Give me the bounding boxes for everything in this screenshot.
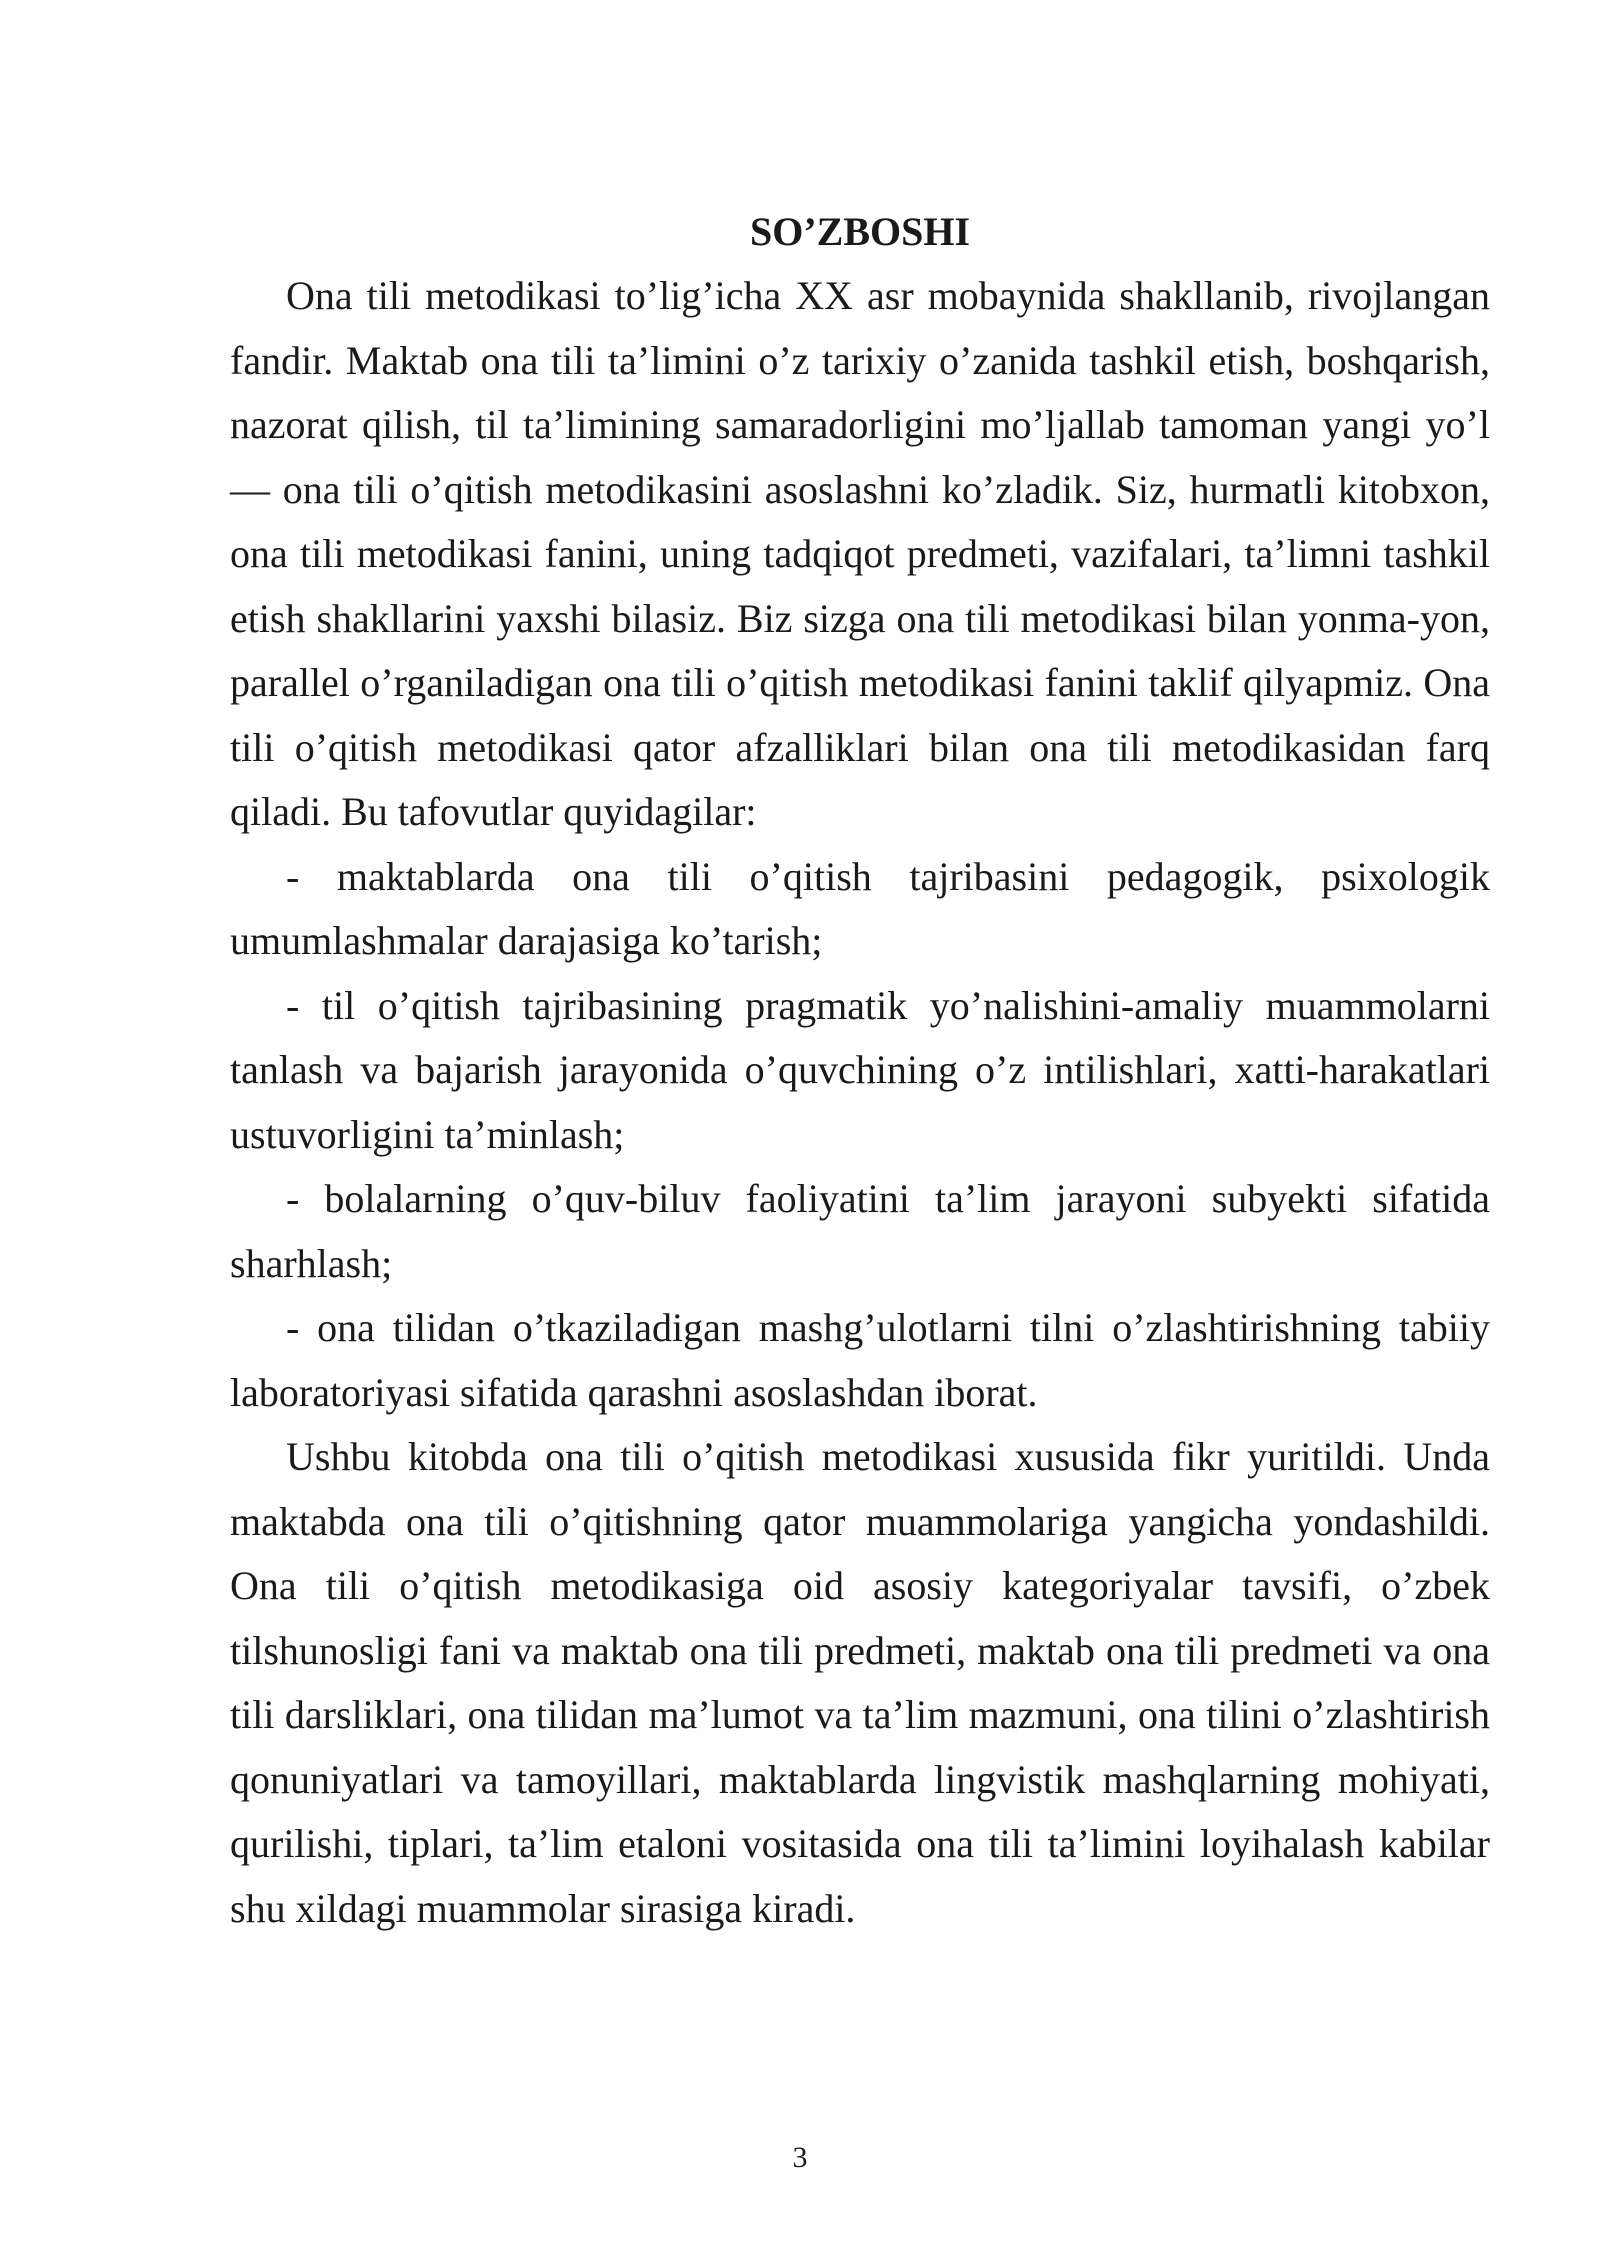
page-title: SO’ZBOSHI <box>749 209 971 254</box>
page-body <box>230 200 1490 1941</box>
paragraph-summary: Ushbu kitobda ona tili o’qitish metodikasi xususida fikr yuritildi. Unda maktabda ona tili o’qitishning qator muammolariga yangicha yondashildi. Ona tili o’qitish metodikasiga oid asosiy kategoriyalar tavsifi, o’zbek tilshunosligi fani va maktab ona tili predmeti, maktab ona tili predmeti va ona tili darsliklari, ona tilidan ma’lumot va ta’lim mazmuni, ona tilini o’zlashtirish qonuniyatlari va tamoyillari, maktablarda lingvistik mashqlarning mohiyati, qurilishi, tiplari, ta’lim etaloni vositasida ona tili ta’limini loyihalash kabilar shu xildagi muammolar sirasiga kiradi. <box>230 1434 1490 1931</box>
list-item-1: - maktablarda ona tili o’qitish tajribasini pedagogik, psixologik umumlashmalar darajasiga ko’tarish; <box>230 853 1490 963</box>
paragraph-intro: Ona tili metodikasi to’lig’icha XX asr mobaynida shakllanib, rivojlangan fandir. Maktab ona tili ta’limini o’z tarixiy o’zanida tashkil etish, boshqarish, nazorat qilish, til ta’limining samaradorligini mo’ljallab tamoman yangi yo’l — ona tili o’qitish metodikasini asoslashni ko’zladik. Siz, hurmatli kitobxon, ona tili metodikasi fanini, uning tadqiqot predmeti, vazifalari, ta’limni tashkil etish shakllarini yaxshi bilasiz. Biz sizga ona tili metodikasi bilan yonma-yon, parallel o’rganiladigan ona tili o’qitish metodikasi fanini taklif qilyapmiz. Ona tili o’qitish metodikasi qator afzalliklari bilan ona tili metodikasidan farq qiladi. Bu tafovutlar quyidagilar: <box>230 273 1490 834</box>
list-item-2: - til o’qitish tajribasining pragmatik yo’nalishini-amaliy muammolarni tanlash va bajarish jarayonida o’quvchining o’z intilishlari, xatti-harakatlari ustuvorligini ta’minlash; <box>230 982 1490 1157</box>
page-number: 3 <box>792 2141 808 2174</box>
list-item-3: - bolalarning o’quv-biluv faoliyatini ta’lim jarayoni subyekti sifatida sharhlash; <box>230 1176 1490 1286</box>
list-item-4: - ona tilidan o’tkaziladigan mashg’ulotlarni tilni o’zlashtirishning tabiiy laboratoriyasi sifatida qarashni asoslashdan iborat. <box>230 1305 1490 1415</box>
